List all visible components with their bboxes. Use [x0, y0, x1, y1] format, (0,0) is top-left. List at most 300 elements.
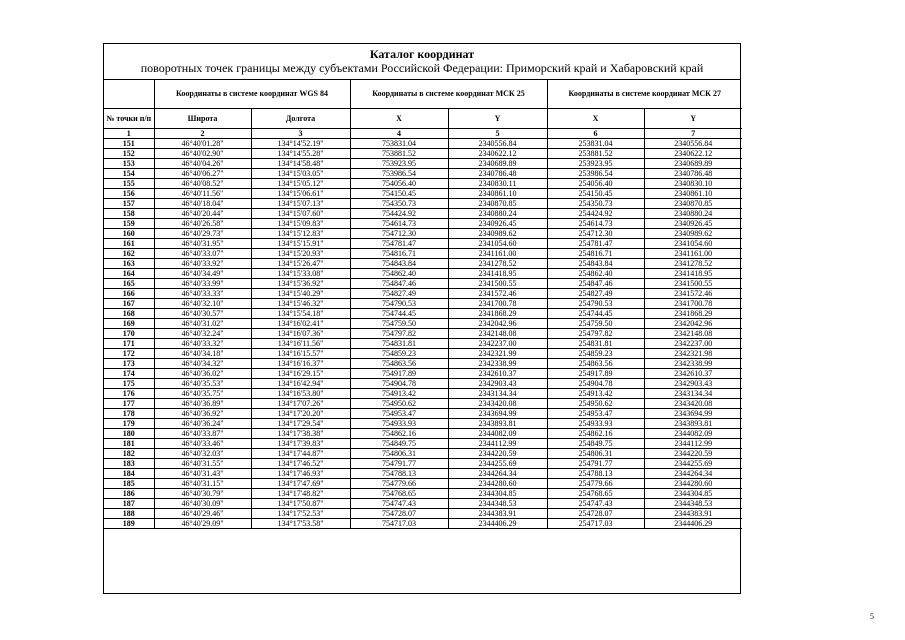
cell-longitude: 134°15'26.47" — [251, 259, 350, 269]
cell-latitude: 46°40'31.02" — [154, 319, 251, 329]
col-number: 6 — [547, 129, 644, 139]
cell-x-msk27: 254759.50 — [547, 319, 644, 329]
cell-x-msk27: 254790.53 — [547, 299, 644, 309]
cell-x-msk27: 254150.45 — [547, 189, 644, 199]
cell-x-msk25: 754904.78 — [350, 379, 448, 389]
cell-y-msk27: 2340989.62 — [644, 229, 742, 239]
cell-x-msk25: 754779.66 — [350, 479, 448, 489]
cell-point-number: 166 — [104, 289, 154, 299]
cell-y-msk27: 2340689.89 — [644, 159, 742, 169]
cell-point-number: 151 — [104, 139, 154, 149]
cell-latitude: 46°40'33.92" — [154, 259, 251, 269]
cell-longitude: 134°17'53.58" — [251, 519, 350, 529]
cell-latitude: 46°40'32.03" — [154, 449, 251, 459]
cell-x-msk25: 754759.50 — [350, 319, 448, 329]
cell-longitude: 134°17'46.52" — [251, 459, 350, 469]
cell-x-msk25: 754744.45 — [350, 309, 448, 319]
cell-latitude: 46°40'18.04" — [154, 199, 251, 209]
document-subtitle: поворотных точек границы между субъектами Российской Федерации: Приморский край и Хабаровский край — [140, 61, 704, 75]
cell-y-msk27: 2342903.43 — [644, 379, 742, 389]
table-row — [104, 169, 742, 179]
cell-x-msk25: 754847.46 — [350, 279, 448, 289]
cell-y-msk25: 2340861.10 — [448, 189, 547, 199]
cell-longitude: 134°16'11.56" — [251, 339, 350, 349]
cell-y-msk25: 2342237.00 — [448, 339, 547, 349]
cell-x-msk25: 754913.42 — [350, 389, 448, 399]
cell-x-msk27: 254717.03 — [547, 519, 644, 529]
cell-x-msk27: 254863.56 — [547, 359, 644, 369]
cell-y-msk25: 2342321.99 — [448, 349, 547, 359]
cell-y-msk27: 2343420.08 — [644, 399, 742, 409]
table-body — [104, 139, 742, 529]
table-row — [104, 299, 742, 309]
cell-point-number: 178 — [104, 409, 154, 419]
table-row — [104, 199, 742, 209]
col-y-msk27: Y — [644, 109, 742, 129]
table-row — [104, 139, 742, 149]
cell-y-msk27: 2342610.37 — [644, 369, 742, 379]
cell-y-msk25: 2340556.84 — [448, 139, 547, 149]
cell-point-number: 171 — [104, 339, 154, 349]
cell-longitude: 134°17'20.20" — [251, 409, 350, 419]
cell-y-msk25: 2340786.48 — [448, 169, 547, 179]
cell-point-number: 153 — [104, 159, 154, 169]
cell-y-msk27: 2343134.34 — [644, 389, 742, 399]
table-row — [104, 399, 742, 409]
table-row — [104, 449, 742, 459]
cell-y-msk27: 2342148.08 — [644, 329, 742, 339]
cell-x-msk25: 754849.75 — [350, 439, 448, 449]
cell-y-msk25: 2342903.43 — [448, 379, 547, 389]
cell-latitude: 46°40'30.57" — [154, 309, 251, 319]
table-row — [104, 269, 742, 279]
cell-point-number: 155 — [104, 179, 154, 189]
cell-y-msk27: 2341054.60 — [644, 239, 742, 249]
cell-latitude: 46°40'36.89" — [154, 399, 251, 409]
cell-y-msk27: 2340786.48 — [644, 169, 742, 179]
cell-y-msk27: 2343893.81 — [644, 419, 742, 429]
cell-x-msk27: 254768.65 — [547, 489, 644, 499]
cell-point-number: 185 — [104, 479, 154, 489]
cell-y-msk25: 2341572.46 — [448, 289, 547, 299]
cell-y-msk27: 2341500.55 — [644, 279, 742, 289]
cell-y-msk27: 2341868.29 — [644, 309, 742, 319]
coordinates-table — [104, 80, 742, 529]
cell-x-msk25: 753881.52 — [350, 149, 448, 159]
table-row — [104, 479, 742, 489]
cell-x-msk25: 754791.77 — [350, 459, 448, 469]
cell-y-msk27: 2340880.24 — [644, 209, 742, 219]
cell-latitude: 46°40'29.09" — [154, 519, 251, 529]
cell-x-msk27: 254797.82 — [547, 329, 644, 339]
cell-y-msk25: 2344082.09 — [448, 429, 547, 439]
cell-latitude: 46°40'30.09" — [154, 499, 251, 509]
cell-y-msk25: 2342148.08 — [448, 329, 547, 339]
cell-longitude: 134°17'29.54" — [251, 419, 350, 429]
cell-x-msk25: 754816.71 — [350, 249, 448, 259]
cell-latitude: 46°40'29.46" — [154, 509, 251, 519]
table-row — [104, 209, 742, 219]
cell-longitude: 134°15'46.32" — [251, 299, 350, 309]
coordinate-catalog — [103, 43, 741, 594]
cell-longitude: 134°15'12.83" — [251, 229, 350, 239]
cell-point-number: 184 — [104, 469, 154, 479]
cell-x-msk27: 254791.77 — [547, 459, 644, 469]
table-row — [104, 349, 742, 359]
page-number: 5 — [870, 612, 874, 621]
cell-y-msk25: 2340830.11 — [448, 179, 547, 189]
cell-longitude: 134°15'06.61" — [251, 189, 350, 199]
cell-longitude: 134°14'52.19" — [251, 139, 350, 149]
cell-y-msk27: 2340926.45 — [644, 219, 742, 229]
cell-latitude: 46°40'04.26" — [154, 159, 251, 169]
cell-x-msk27: 254712.30 — [547, 229, 644, 239]
cell-point-number: 157 — [104, 199, 154, 209]
cell-longitude: 134°17'07.26" — [251, 399, 350, 409]
cell-longitude: 134°16'16.37" — [251, 359, 350, 369]
cell-y-msk27: 2344383.91 — [644, 509, 742, 519]
cell-longitude: 134°15'40.29" — [251, 289, 350, 299]
group-msk27: Координаты в системе координат МСК 27 — [547, 80, 742, 109]
cell-latitude: 46°40'33.87" — [154, 429, 251, 439]
col-number: 4 — [350, 129, 448, 139]
cell-point-number: 167 — [104, 299, 154, 309]
group-msk25: Координаты в системе координат МСК 25 — [350, 80, 547, 109]
cell-x-msk25: 754859.23 — [350, 349, 448, 359]
cell-point-number: 183 — [104, 459, 154, 469]
cell-y-msk27: 2340622.12 — [644, 149, 742, 159]
cell-point-number: 170 — [104, 329, 154, 339]
cell-latitude: 46°40'26.58" — [154, 219, 251, 229]
cell-point-number: 161 — [104, 239, 154, 249]
cell-x-msk25: 754917.89 — [350, 369, 448, 379]
table-row — [104, 249, 742, 259]
cell-x-msk27: 254779.66 — [547, 479, 644, 489]
cell-point-number: 164 — [104, 269, 154, 279]
cell-point-number: 158 — [104, 209, 154, 219]
cell-y-msk27: 2344220.59 — [644, 449, 742, 459]
col-latitude: Широта — [154, 109, 251, 129]
cell-point-number: 182 — [104, 449, 154, 459]
cell-longitude: 134°16'42.94" — [251, 379, 350, 389]
cell-x-msk25: 754717.03 — [350, 519, 448, 529]
cell-point-number: 176 — [104, 389, 154, 399]
cell-y-msk27: 2344304.85 — [644, 489, 742, 499]
cell-point-number: 162 — [104, 249, 154, 259]
cell-point-number: 152 — [104, 149, 154, 159]
cell-y-msk25: 2344406.29 — [448, 519, 547, 529]
cell-x-msk25: 754781.47 — [350, 239, 448, 249]
cell-x-msk27: 254744.45 — [547, 309, 644, 319]
table-row — [104, 159, 742, 169]
cell-y-msk25: 2341868.29 — [448, 309, 547, 319]
cell-x-msk25: 754863.56 — [350, 359, 448, 369]
cell-longitude: 134°14'58.48" — [251, 159, 350, 169]
cell-longitude: 134°15'20.93" — [251, 249, 350, 259]
cell-x-msk27: 254424.92 — [547, 209, 644, 219]
table-row — [104, 429, 742, 439]
cell-latitude: 46°40'06.27" — [154, 169, 251, 179]
group-header-row — [104, 80, 742, 109]
cell-latitude: 46°40'08.52" — [154, 179, 251, 189]
cell-y-msk27: 2340830.10 — [644, 179, 742, 189]
cell-latitude: 46°40'02.90" — [154, 149, 251, 159]
cell-x-msk25: 753923.95 — [350, 159, 448, 169]
cell-y-msk25: 2344348.53 — [448, 499, 547, 509]
cell-x-msk25: 754747.43 — [350, 499, 448, 509]
table-row — [104, 499, 742, 509]
col-point: № точки п/п — [104, 109, 154, 129]
cell-y-msk25: 2341418.95 — [448, 269, 547, 279]
cell-point-number: 165 — [104, 279, 154, 289]
cell-point-number: 159 — [104, 219, 154, 229]
cell-y-msk25: 2340926.45 — [448, 219, 547, 229]
cell-point-number: 188 — [104, 509, 154, 519]
cell-longitude: 134°17'48.82" — [251, 489, 350, 499]
cell-y-msk25: 2343694.99 — [448, 409, 547, 419]
cell-longitude: 134°15'33.08" — [251, 269, 350, 279]
cell-y-msk27: 2341161.00 — [644, 249, 742, 259]
cell-y-msk27: 2344280.60 — [644, 479, 742, 489]
cell-latitude: 46°40'36.92" — [154, 409, 251, 419]
cell-x-msk27: 253831.04 — [547, 139, 644, 149]
cell-x-msk25: 754350.73 — [350, 199, 448, 209]
cell-latitude: 46°40'34.18" — [154, 349, 251, 359]
cell-point-number: 189 — [104, 519, 154, 529]
cell-longitude: 134°16'02.41" — [251, 319, 350, 329]
cell-point-number: 177 — [104, 399, 154, 409]
cell-x-msk27: 254904.78 — [547, 379, 644, 389]
cell-longitude: 134°17'50.87" — [251, 499, 350, 509]
cell-y-msk25: 2340689.89 — [448, 159, 547, 169]
cell-longitude: 134°16'53.80" — [251, 389, 350, 399]
cell-x-msk27: 254862.16 — [547, 429, 644, 439]
col-number: 5 — [448, 129, 547, 139]
cell-longitude: 134°15'36.92" — [251, 279, 350, 289]
cell-latitude: 46°40'01.28" — [154, 139, 251, 149]
table-row — [104, 419, 742, 429]
cell-x-msk25: 754953.47 — [350, 409, 448, 419]
cell-longitude: 134°16'15.57" — [251, 349, 350, 359]
cell-latitude: 46°40'11.56" — [154, 189, 251, 199]
table-row — [104, 459, 742, 469]
cell-x-msk27: 254933.93 — [547, 419, 644, 429]
cell-y-msk25: 2340880.24 — [448, 209, 547, 219]
cell-y-msk27: 2341418.95 — [644, 269, 742, 279]
col-x-msk27: X — [547, 109, 644, 129]
cell-x-msk25: 754862.40 — [350, 269, 448, 279]
cell-point-number: 172 — [104, 349, 154, 359]
cell-y-msk25: 2341700.78 — [448, 299, 547, 309]
cell-x-msk25: 754950.62 — [350, 399, 448, 409]
cell-x-msk27: 254781.47 — [547, 239, 644, 249]
table-row — [104, 309, 742, 319]
cell-y-msk25: 2343893.81 — [448, 419, 547, 429]
title-block — [104, 44, 740, 80]
table-row — [104, 489, 742, 499]
cell-x-msk25: 754424.92 — [350, 209, 448, 219]
cell-x-msk27: 254862.40 — [547, 269, 644, 279]
cell-latitude: 46°40'36.24" — [154, 419, 251, 429]
cell-x-msk27: 253881.52 — [547, 149, 644, 159]
col-longitude: Долгота — [251, 109, 350, 129]
cell-x-msk27: 254917.89 — [547, 369, 644, 379]
cell-x-msk27: 254350.73 — [547, 199, 644, 209]
table-row — [104, 519, 742, 529]
col-number: 7 — [644, 129, 742, 139]
cell-latitude: 46°40'31.95" — [154, 239, 251, 249]
cell-y-msk25: 2344112.99 — [448, 439, 547, 449]
cell-latitude: 46°40'34.32" — [154, 359, 251, 369]
table-row — [104, 469, 742, 479]
cell-point-number: 156 — [104, 189, 154, 199]
cell-longitude: 134°15'05.12" — [251, 179, 350, 189]
cell-y-msk27: 2341572.46 — [644, 289, 742, 299]
table-row — [104, 339, 742, 349]
cell-y-msk27: 2342338.99 — [644, 359, 742, 369]
cell-point-number: 160 — [104, 229, 154, 239]
cell-longitude: 134°14'55.28" — [251, 149, 350, 159]
cell-x-msk25: 754712.30 — [350, 229, 448, 239]
cell-x-msk25: 754768.65 — [350, 489, 448, 499]
column-number-row — [104, 129, 742, 139]
table-row — [104, 259, 742, 269]
cell-point-number: 154 — [104, 169, 154, 179]
cell-latitude: 46°40'33.07" — [154, 249, 251, 259]
cell-point-number: 174 — [104, 369, 154, 379]
cell-x-msk25: 754827.49 — [350, 289, 448, 299]
cell-y-msk27: 2344264.34 — [644, 469, 742, 479]
col-x-msk25: X — [350, 109, 448, 129]
cell-x-msk25: 754788.13 — [350, 469, 448, 479]
cell-x-msk25: 754862.16 — [350, 429, 448, 439]
cell-point-number: 187 — [104, 499, 154, 509]
cell-x-msk25: 753986.54 — [350, 169, 448, 179]
cell-x-msk27: 254843.84 — [547, 259, 644, 269]
cell-y-msk25: 2344264.34 — [448, 469, 547, 479]
cell-x-msk27: 254788.13 — [547, 469, 644, 479]
cell-x-msk27: 254614.73 — [547, 219, 644, 229]
cell-x-msk25: 754056.40 — [350, 179, 448, 189]
cell-longitude: 134°15'09.83" — [251, 219, 350, 229]
cell-x-msk27: 254859.23 — [547, 349, 644, 359]
cell-x-msk27: 254953.47 — [547, 409, 644, 419]
table-row — [104, 229, 742, 239]
cell-x-msk27: 254827.49 — [547, 289, 644, 299]
cell-y-msk27: 2344255.69 — [644, 459, 742, 469]
cell-point-number: 163 — [104, 259, 154, 269]
cell-y-msk27: 2342237.00 — [644, 339, 742, 349]
cell-y-msk25: 2344255.69 — [448, 459, 547, 469]
cell-y-msk25: 2340870.85 — [448, 199, 547, 209]
col-y-msk25: Y — [448, 109, 547, 129]
cell-x-msk25: 754933.93 — [350, 419, 448, 429]
cell-y-msk25: 2344280.60 — [448, 479, 547, 489]
cell-y-msk25: 2344220.59 — [448, 449, 547, 459]
table-row — [104, 319, 742, 329]
cell-latitude: 46°40'32.10" — [154, 299, 251, 309]
cell-point-number: 180 — [104, 429, 154, 439]
cell-latitude: 46°40'31.55" — [154, 459, 251, 469]
cell-y-msk25: 2342042.96 — [448, 319, 547, 329]
cell-x-msk27: 254847.46 — [547, 279, 644, 289]
group-wgs84: Координаты в системе координат WGS 84 — [154, 80, 350, 109]
cell-x-msk25: 754150.45 — [350, 189, 448, 199]
cell-latitude: 46°40'29.73" — [154, 229, 251, 239]
cell-longitude: 134°15'07.60" — [251, 209, 350, 219]
cell-x-msk25: 753831.04 — [350, 139, 448, 149]
table-row — [104, 509, 742, 519]
header-blank — [104, 80, 154, 109]
cell-y-msk27: 2344112.99 — [644, 439, 742, 449]
cell-point-number: 175 — [104, 379, 154, 389]
cell-y-msk27: 2342321.98 — [644, 349, 742, 359]
cell-longitude: 134°17'44.87" — [251, 449, 350, 459]
cell-latitude: 46°40'34.49" — [154, 269, 251, 279]
cell-latitude: 46°40'32.24" — [154, 329, 251, 339]
cell-longitude: 134°16'07.36" — [251, 329, 350, 339]
cell-x-msk25: 754831.81 — [350, 339, 448, 349]
cell-y-msk25: 2344304.85 — [448, 489, 547, 499]
cell-x-msk25: 754614.73 — [350, 219, 448, 229]
cell-point-number: 181 — [104, 439, 154, 449]
table-row — [104, 239, 742, 249]
column-header-row — [104, 109, 742, 129]
document-title: Каталог координат — [369, 47, 475, 61]
cell-x-msk27: 253923.95 — [547, 159, 644, 169]
cell-latitude: 46°40'35.75" — [154, 389, 251, 399]
cell-x-msk27: 254913.42 — [547, 389, 644, 399]
cell-x-msk27: 254831.81 — [547, 339, 644, 349]
table-row — [104, 409, 742, 419]
cell-y-msk27: 2340556.84 — [644, 139, 742, 149]
cell-y-msk25: 2340622.12 — [448, 149, 547, 159]
col-number: 1 — [104, 129, 154, 139]
cell-latitude: 46°40'33.46" — [154, 439, 251, 449]
cell-y-msk25: 2341500.55 — [448, 279, 547, 289]
col-number: 3 — [251, 129, 350, 139]
cell-y-msk25: 2343420.08 — [448, 399, 547, 409]
cell-point-number: 173 — [104, 359, 154, 369]
table-row — [104, 359, 742, 369]
cell-y-msk27: 2343694.99 — [644, 409, 742, 419]
cell-x-msk27: 254728.07 — [547, 509, 644, 519]
cell-y-msk27: 2340870.85 — [644, 199, 742, 209]
cell-latitude: 46°40'31.15" — [154, 479, 251, 489]
cell-y-msk27: 2344082.09 — [644, 429, 742, 439]
table-row — [104, 289, 742, 299]
table-row — [104, 369, 742, 379]
table-row — [104, 179, 742, 189]
cell-latitude: 46°40'20.44" — [154, 209, 251, 219]
cell-longitude: 134°17'38.38" — [251, 429, 350, 439]
col-number: 2 — [154, 129, 251, 139]
cell-x-msk27: 254747.43 — [547, 499, 644, 509]
table-row — [104, 279, 742, 289]
cell-longitude: 134°17'52.53" — [251, 509, 350, 519]
table-row — [104, 379, 742, 389]
cell-longitude: 134°17'39.83" — [251, 439, 350, 449]
cell-x-msk27: 254816.71 — [547, 249, 644, 259]
cell-point-number: 179 — [104, 419, 154, 429]
cell-latitude: 46°40'31.43" — [154, 469, 251, 479]
cell-x-msk27: 254806.31 — [547, 449, 644, 459]
cell-x-msk27: 253986.54 — [547, 169, 644, 179]
cell-x-msk25: 754843.84 — [350, 259, 448, 269]
cell-latitude: 46°40'33.33" — [154, 289, 251, 299]
cell-y-msk25: 2340989.62 — [448, 229, 547, 239]
cell-longitude: 134°16'29.15" — [251, 369, 350, 379]
